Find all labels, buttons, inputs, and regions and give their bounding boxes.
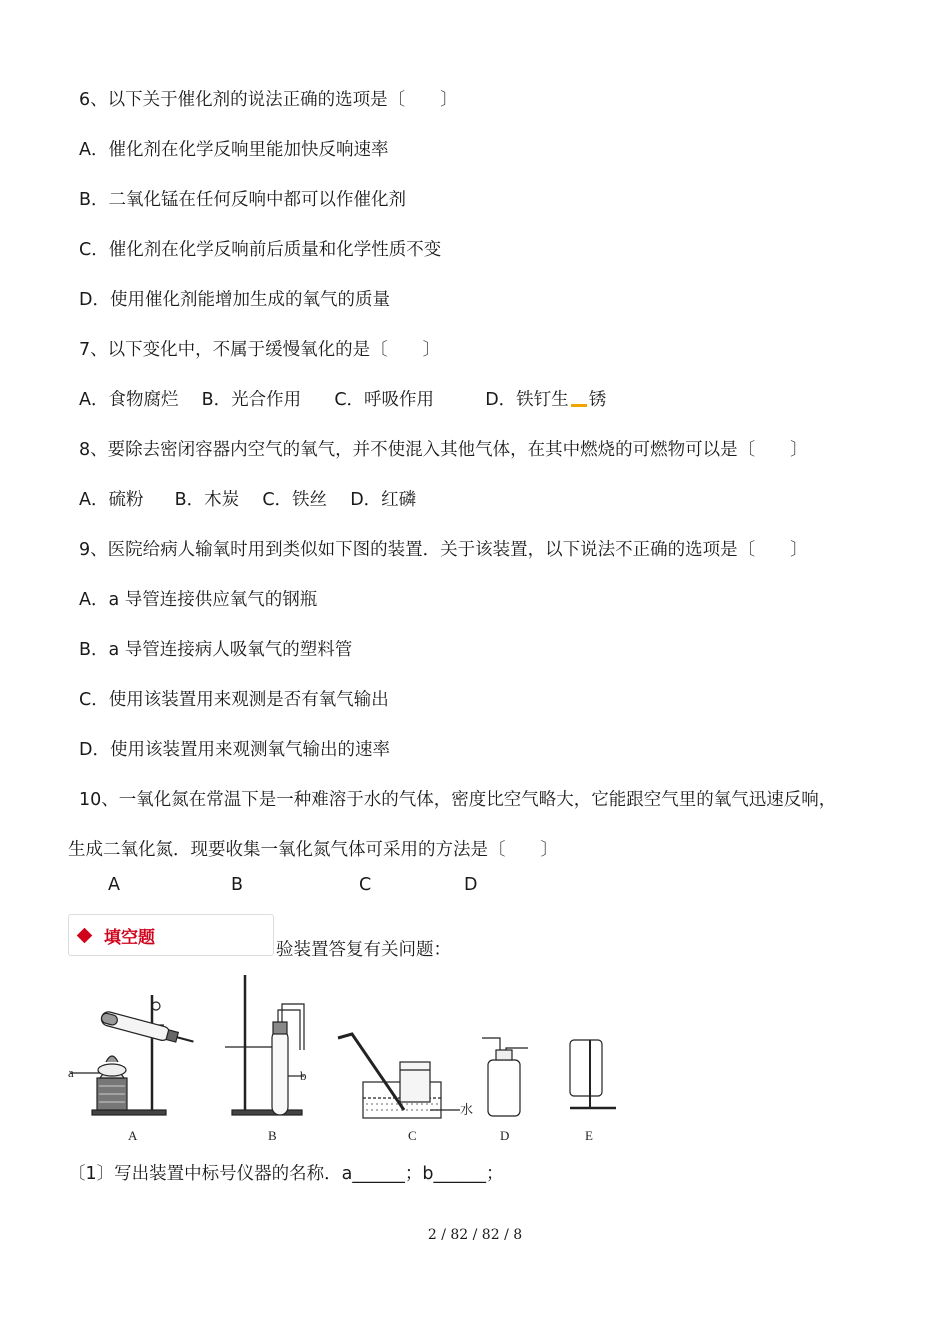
q11-stem-fragment: 验装置答复有关问题： xyxy=(276,940,451,960)
q10-stem-line2: 生成二氧化氮．现要收集一氧化氮气体可采用的方法是〔 〕 xyxy=(68,840,558,860)
q6-option-d: D．使用催化剂能增加生成的氧气的质量 xyxy=(79,290,390,310)
q7-stem: 7、以下变化中，不属于缓慢氧化的是〔 〕 xyxy=(79,340,441,360)
q7-option-c: C．呼吸作用 xyxy=(334,390,435,410)
q7-option-b: B．光合作用 xyxy=(201,390,302,410)
q10-option-d: D xyxy=(464,875,478,895)
q8-option-c: C．铁丝 xyxy=(262,490,328,510)
fig-label-c: C xyxy=(408,1128,417,1143)
q9-option-a: A．a 导管连接供应氧气的钢瓶 xyxy=(79,590,318,610)
q9-stem: 9、医院给病人输氧时用到类似如下图的装置．关于该装置，以下说法不正确的选项是〔 〕 xyxy=(79,540,808,560)
q9-option-b: B．a 导管连接病人吸氧气的塑料管 xyxy=(79,640,353,660)
q10-stem-line1: 10、一氧化氮在常温下是一种难溶于水的气体，密度比空气略大，它能跟空气里的氧气迅速反响， xyxy=(79,790,837,810)
q8-options xyxy=(79,488,416,512)
label-a: a xyxy=(68,1065,74,1080)
q11-part1: 〔1〕写出装置中标号仪器的名称．a______；b______； xyxy=(68,1164,504,1184)
q7-option-a: A．食物腐烂 xyxy=(79,390,179,410)
q8-stem: 8、要除去密闭容器内空气的氧气，并不使混入其他气体，在其中燃烧的可燃物可以是〔 〕 xyxy=(79,440,808,460)
q10-option-c: C xyxy=(359,875,372,895)
fig-label-d: D xyxy=(500,1128,510,1143)
label-b: b xyxy=(300,1068,307,1083)
apparatus-c xyxy=(338,1034,460,1118)
q9-option-c: C．使用该装置用来观测是否有氧气输出 xyxy=(79,690,389,710)
q7-options xyxy=(79,388,606,412)
fig-label-a: A xyxy=(128,1128,138,1143)
apparatus-figure xyxy=(60,970,630,1150)
section-title: 填空题 xyxy=(104,927,155,948)
apparatus-d xyxy=(482,1038,528,1116)
q6-stem: 6、以下关于催化剂的说法正确的选项是〔 〕 xyxy=(79,90,458,110)
q10-option-b: B xyxy=(231,875,244,895)
q9-option-d: D．使用该装置用来观测氧气输出的速率 xyxy=(79,740,390,760)
apparatus-e xyxy=(570,1040,616,1108)
q8-option-b: B．木炭 xyxy=(174,490,240,510)
q7-option-d: D．铁钉生 xyxy=(485,390,569,410)
q10-option-a: A xyxy=(108,875,120,895)
diamond-icon xyxy=(77,927,93,943)
section-tag-fill-in xyxy=(68,914,274,956)
page-footer: 2 / 82 / 82 / 8 xyxy=(427,1227,523,1243)
apparatus-a xyxy=(70,995,195,1115)
q7-option-d-tail: 锈 xyxy=(588,390,607,410)
fig-label-b: B xyxy=(268,1128,277,1143)
q6-option-a: A．催化剂在化学反响里能加快反响速率 xyxy=(79,140,389,160)
q6-option-c: C．催化剂在化学反响前后质量和化学性质不变 xyxy=(79,240,442,260)
q8-option-a: A．硫粉 xyxy=(79,490,144,510)
label-water: 水 xyxy=(460,1102,474,1117)
apparatus-b xyxy=(225,975,304,1115)
q6-option-b: B．二氧化锰在任何反响中都可以作催化剂 xyxy=(79,190,407,210)
q8-option-d: D．红磷 xyxy=(350,490,417,510)
highlight-mark xyxy=(571,404,587,407)
fig-label-e: E xyxy=(585,1128,593,1143)
